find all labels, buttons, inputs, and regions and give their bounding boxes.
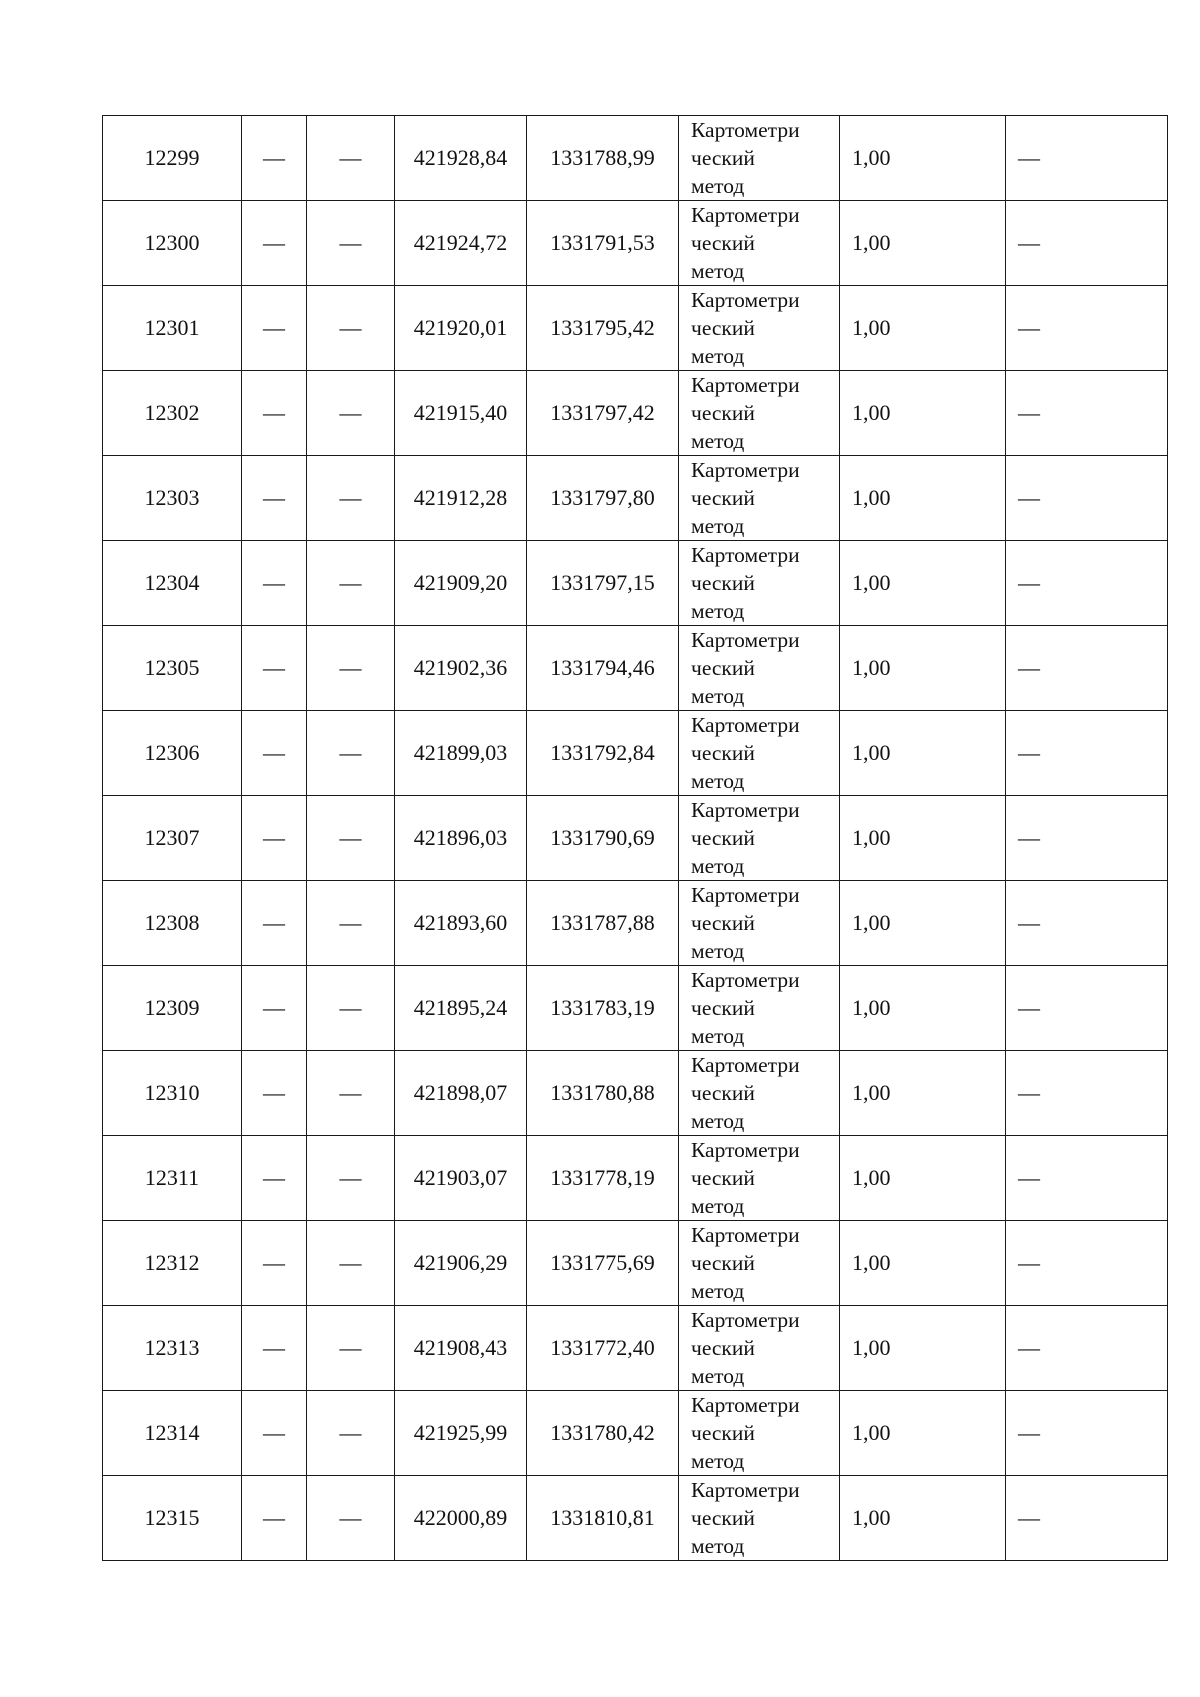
description-cell: —: [1006, 371, 1168, 456]
x-coordinate-cell: 421909,20: [395, 541, 527, 626]
empty-value-cell: —: [242, 456, 307, 541]
y-coordinate-cell: 1331787,88: [527, 881, 679, 966]
description-cell: —: [1006, 1391, 1168, 1476]
table-row: [103, 881, 1168, 966]
empty-value-cell: —: [242, 1476, 307, 1561]
description-cell: —: [1006, 1051, 1168, 1136]
table-row: [103, 456, 1168, 541]
x-coordinate-cell: 421898,07: [395, 1051, 527, 1136]
empty-value-cell: —: [307, 881, 395, 966]
empty-value-cell: —: [307, 966, 395, 1051]
point-number-cell: 12314: [103, 1391, 242, 1476]
y-coordinate-cell: 1331790,69: [527, 796, 679, 881]
y-coordinate-cell: 1331772,40: [527, 1306, 679, 1391]
y-coordinate-cell: 1331797,42: [527, 371, 679, 456]
method-line: ческий: [691, 231, 755, 255]
method-cell: [679, 371, 840, 456]
y-coordinate-cell: 1331778,19: [527, 1136, 679, 1221]
empty-value-cell: —: [242, 371, 307, 456]
empty-value-cell: —: [242, 626, 307, 711]
x-coordinate-cell: 421928,84: [395, 116, 527, 201]
x-coordinate-cell: 421895,24: [395, 966, 527, 1051]
point-number-cell: 12308: [103, 881, 242, 966]
description-cell: —: [1006, 1136, 1168, 1221]
point-number-cell: 12315: [103, 1476, 242, 1561]
x-coordinate-cell: 421915,40: [395, 371, 527, 456]
table-row: [103, 1306, 1168, 1391]
empty-value-cell: —: [307, 541, 395, 626]
accuracy-cell: 1,00: [840, 1391, 1006, 1476]
table-row: [103, 286, 1168, 371]
method-line: метод: [691, 174, 745, 198]
x-coordinate-cell: 421893,60: [395, 881, 527, 966]
accuracy-cell: 1,00: [840, 1476, 1006, 1561]
method-line: Картометри: [691, 883, 800, 907]
description-cell: —: [1006, 116, 1168, 201]
method-cell: [679, 1306, 840, 1391]
method-cell: [679, 1391, 840, 1476]
accuracy-cell: 1,00: [840, 1136, 1006, 1221]
method-line: Картометри: [691, 798, 800, 822]
empty-value-cell: —: [242, 1391, 307, 1476]
method-line: метод: [691, 939, 745, 963]
empty-value-cell: —: [242, 966, 307, 1051]
x-coordinate-cell: 421902,36: [395, 626, 527, 711]
method-line: ческий: [691, 741, 755, 765]
method-line: метод: [691, 769, 745, 793]
method-line: Картометри: [691, 1393, 800, 1417]
table-row: [103, 1136, 1168, 1221]
empty-value-cell: —: [307, 1391, 395, 1476]
point-number-cell: 12306: [103, 711, 242, 796]
y-coordinate-cell: 1331780,42: [527, 1391, 679, 1476]
point-number-cell: 12313: [103, 1306, 242, 1391]
empty-value-cell: —: [242, 1136, 307, 1221]
method-line: ческий: [691, 1166, 755, 1190]
accuracy-cell: 1,00: [840, 541, 1006, 626]
y-coordinate-cell: 1331791,53: [527, 201, 679, 286]
table-row: [103, 1221, 1168, 1306]
empty-value-cell: —: [307, 711, 395, 796]
empty-value-cell: —: [242, 541, 307, 626]
x-coordinate-cell: 421899,03: [395, 711, 527, 796]
accuracy-cell: 1,00: [840, 796, 1006, 881]
method-line: ческий: [691, 911, 755, 935]
y-coordinate-cell: 1331794,46: [527, 626, 679, 711]
method-line: ческий: [691, 1336, 755, 1360]
empty-value-cell: —: [242, 881, 307, 966]
method-line: Картометри: [691, 968, 800, 992]
x-coordinate-cell: 421912,28: [395, 456, 527, 541]
point-number-cell: 12302: [103, 371, 242, 456]
empty-value-cell: —: [307, 1306, 395, 1391]
y-coordinate-cell: 1331780,88: [527, 1051, 679, 1136]
method-cell: [679, 1221, 840, 1306]
method-line: Картометри: [691, 1138, 800, 1162]
method-line: метод: [691, 1024, 745, 1048]
method-line: Картометри: [691, 1308, 800, 1332]
accuracy-cell: 1,00: [840, 201, 1006, 286]
method-line: Картометри: [691, 373, 800, 397]
empty-value-cell: —: [242, 796, 307, 881]
method-line: метод: [691, 259, 745, 283]
accuracy-cell: 1,00: [840, 456, 1006, 541]
method-cell: [679, 711, 840, 796]
description-cell: —: [1006, 881, 1168, 966]
empty-value-cell: —: [307, 1136, 395, 1221]
method-cell: [679, 456, 840, 541]
accuracy-cell: 1,00: [840, 286, 1006, 371]
empty-value-cell: —: [307, 286, 395, 371]
method-line: метод: [691, 1364, 745, 1388]
x-coordinate-cell: 421906,29: [395, 1221, 527, 1306]
empty-value-cell: —: [307, 1221, 395, 1306]
accuracy-cell: 1,00: [840, 116, 1006, 201]
y-coordinate-cell: 1331788,99: [527, 116, 679, 201]
method-line: Картометри: [691, 203, 800, 227]
method-cell: [679, 626, 840, 711]
point-number-cell: 12309: [103, 966, 242, 1051]
method-line: метод: [691, 1194, 745, 1218]
method-cell: [679, 116, 840, 201]
point-number-cell: 12304: [103, 541, 242, 626]
point-number-cell: 12300: [103, 201, 242, 286]
accuracy-cell: 1,00: [840, 881, 1006, 966]
method-line: Картометри: [691, 713, 800, 737]
table-row: [103, 626, 1168, 711]
point-number-cell: 12301: [103, 286, 242, 371]
table-row: [103, 1476, 1168, 1561]
empty-value-cell: —: [307, 456, 395, 541]
method-line: Картометри: [691, 1478, 800, 1502]
y-coordinate-cell: 1331775,69: [527, 1221, 679, 1306]
table-row: [103, 1391, 1168, 1476]
empty-value-cell: —: [307, 1476, 395, 1561]
method-line: ческий: [691, 571, 755, 595]
method-line: метод: [691, 684, 745, 708]
accuracy-cell: 1,00: [840, 626, 1006, 711]
method-line: Картометри: [691, 288, 800, 312]
method-line: метод: [691, 514, 745, 538]
table-row: [103, 1051, 1168, 1136]
y-coordinate-cell: 1331783,19: [527, 966, 679, 1051]
empty-value-cell: —: [307, 626, 395, 711]
y-coordinate-cell: 1331797,15: [527, 541, 679, 626]
table-row: [103, 796, 1168, 881]
description-cell: —: [1006, 1221, 1168, 1306]
method-line: ческий: [691, 316, 755, 340]
method-cell: [679, 796, 840, 881]
method-cell: [679, 1051, 840, 1136]
description-cell: —: [1006, 1306, 1168, 1391]
point-number-cell: 12311: [103, 1136, 242, 1221]
point-number-cell: 12307: [103, 796, 242, 881]
method-line: ческий: [691, 1506, 755, 1530]
accuracy-cell: 1,00: [840, 1306, 1006, 1391]
description-cell: —: [1006, 966, 1168, 1051]
method-line: метод: [691, 344, 745, 368]
method-line: ческий: [691, 1251, 755, 1275]
table-body: [103, 116, 1168, 1561]
empty-value-cell: —: [307, 1051, 395, 1136]
point-number-cell: 12310: [103, 1051, 242, 1136]
description-cell: —: [1006, 201, 1168, 286]
description-cell: —: [1006, 711, 1168, 796]
method-line: ческий: [691, 996, 755, 1020]
coordinates-table: [102, 115, 1168, 1561]
method-cell: [679, 1476, 840, 1561]
table-row: [103, 371, 1168, 456]
method-line: Картометри: [691, 543, 800, 567]
y-coordinate-cell: 1331797,80: [527, 456, 679, 541]
empty-value-cell: —: [242, 1051, 307, 1136]
method-line: ческий: [691, 656, 755, 680]
method-line: ческий: [691, 486, 755, 510]
method-cell: [679, 966, 840, 1051]
method-line: ческий: [691, 826, 755, 850]
method-line: метод: [691, 1449, 745, 1473]
method-line: метод: [691, 599, 745, 623]
accuracy-cell: 1,00: [840, 711, 1006, 796]
table-row: [103, 541, 1168, 626]
method-cell: [679, 1136, 840, 1221]
method-line: ческий: [691, 1081, 755, 1105]
point-number-cell: 12312: [103, 1221, 242, 1306]
y-coordinate-cell: 1331792,84: [527, 711, 679, 796]
x-coordinate-cell: 421908,43: [395, 1306, 527, 1391]
point-number-cell: 12303: [103, 456, 242, 541]
method-line: метод: [691, 1279, 745, 1303]
accuracy-cell: 1,00: [840, 1051, 1006, 1136]
method-cell: [679, 881, 840, 966]
method-line: Картометри: [691, 118, 800, 142]
empty-value-cell: —: [307, 796, 395, 881]
x-coordinate-cell: 421925,99: [395, 1391, 527, 1476]
method-line: метод: [691, 854, 745, 878]
table-row: [103, 711, 1168, 796]
method-line: метод: [691, 1109, 745, 1133]
empty-value-cell: —: [242, 1306, 307, 1391]
point-number-cell: 12305: [103, 626, 242, 711]
table-row: [103, 966, 1168, 1051]
accuracy-cell: 1,00: [840, 966, 1006, 1051]
method-line: Картометри: [691, 1053, 800, 1077]
y-coordinate-cell: 1331810,81: [527, 1476, 679, 1561]
description-cell: —: [1006, 796, 1168, 881]
empty-value-cell: —: [307, 201, 395, 286]
empty-value-cell: —: [307, 371, 395, 456]
empty-value-cell: —: [242, 286, 307, 371]
description-cell: —: [1006, 626, 1168, 711]
table-row: [103, 116, 1168, 201]
method-line: метод: [691, 429, 745, 453]
method-line: ческий: [691, 401, 755, 425]
x-coordinate-cell: 422000,89: [395, 1476, 527, 1561]
x-coordinate-cell: 421924,72: [395, 201, 527, 286]
empty-value-cell: —: [242, 201, 307, 286]
point-number-cell: 12299: [103, 116, 242, 201]
x-coordinate-cell: 421920,01: [395, 286, 527, 371]
y-coordinate-cell: 1331795,42: [527, 286, 679, 371]
empty-value-cell: —: [242, 711, 307, 796]
x-coordinate-cell: 421896,03: [395, 796, 527, 881]
method-cell: [679, 286, 840, 371]
method-line: Картометри: [691, 628, 800, 652]
description-cell: —: [1006, 1476, 1168, 1561]
method-cell: [679, 541, 840, 626]
description-cell: —: [1006, 541, 1168, 626]
method-line: ческий: [691, 146, 755, 170]
method-cell: [679, 201, 840, 286]
x-coordinate-cell: 421903,07: [395, 1136, 527, 1221]
accuracy-cell: 1,00: [840, 371, 1006, 456]
description-cell: —: [1006, 286, 1168, 371]
method-line: Картометри: [691, 1223, 800, 1247]
empty-value-cell: —: [307, 116, 395, 201]
description-cell: —: [1006, 456, 1168, 541]
method-line: Картометри: [691, 458, 800, 482]
accuracy-cell: 1,00: [840, 1221, 1006, 1306]
table-row: [103, 201, 1168, 286]
empty-value-cell: —: [242, 116, 307, 201]
empty-value-cell: —: [242, 1221, 307, 1306]
method-line: ческий: [691, 1421, 755, 1445]
method-line: метод: [691, 1534, 745, 1558]
